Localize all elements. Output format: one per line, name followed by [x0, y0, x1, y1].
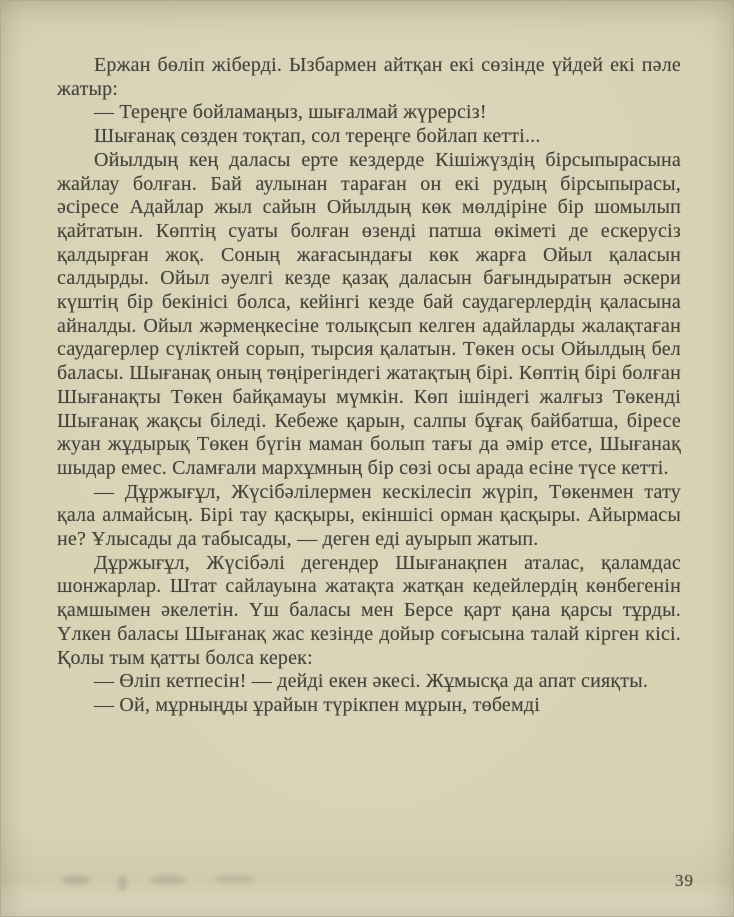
paragraph: Ержан бөліп жіберді. Ызбармен айтқан екі сөзінде үйдей екі пәле жатыр:: [57, 54, 681, 100]
paragraph: Шығанақ сөзден тоқтап, сол тереңге бойлап кетті...: [94, 125, 541, 148]
page-number: 39: [675, 871, 694, 890]
scan-smudge: [150, 875, 186, 885]
paragraph: — Тереңге бойламаңыз, шығалмай жүрерсіз!: [94, 101, 487, 124]
paragraph: — Өліп кетпесін! — дейді екен әкесі. Жұмысқа да апат сияқты.: [94, 670, 649, 693]
paragraph: — Дұржығұл, Жүсібәлілермен кескілесіп жүріп, Төкенмен тату қала алмайсың. Бірі тау қасқыры, екіншісі орман қасқыры. Айырмасы не? Ұлысады да табысады, — деген еді ауырып жатып.: [57, 480, 681, 551]
scan-smudge: [118, 875, 127, 891]
paragraph: Дұржығұл, Жүсібәлі дегендер Шығанақпен аталас, қаламдас шонжарлар. Штат сайлауына жатақта жатқан кедейлердің көнбегенін қамшымен әкелетін. Үш баласы мен Берсе қарт қана қарсы тұрды. Үлкен баласы Шығанақ жас кезінде дойыр соғысына талай кірген кісі. Қолы тым қатты болса керек:: [57, 551, 681, 669]
paragraph: — Ой, мұрныңды ұрайын түрікпен мұрын, төбемді: [94, 693, 540, 716]
page-text-block: [57, 54, 681, 718]
scan-smudge: [214, 875, 256, 883]
scan-smudge: [62, 875, 90, 885]
paragraph: Ойылдың кең даласы ерте кездерде Кішіжүздің бірсыпырасына жайлау болған. Бай аулынан тараған он екі рудың бірсыпырасы, әсіресе Адайлар жыл сайын Ойылдың көк мөлдіріне бір шомылып қайтатын. Көптің суаты болған өзенді патша өкіметі де ескерусіз қалдырған жоқ. Соның жағасындағы көк жарға Ойыл қаласын салдырды. Ойыл әуелгі кезде қазақ даласын бағындыратын әскери күштің бір бекінісі болса, кейінгі кезде бай саудагерлердің қаласына айналды. Ойыл жәрмеңкесіне толықсып келген адайларды жалақтаған саудагерлер сүліктей сорып, тырсия қалатын. Төкен осы Ойылдың бел баласы. Шығанақ оның төңірегіндегі жатақтың бірі. Көптің бірі болған Шығанақты Төкен байқамауы мүмкін. Көп ішіндегі жалғыз Төкенді Шығанақ жақсы біледі. Кебеже қарын, салпы бұғақ байбатша, біресе жуан жұдырық Төкен бүгін маман болып тағы да әмір етсе, Шығанақ шыдар емес. Сламғали мархұмның бір сөзі осы арада есіне түсе кетті.: [57, 148, 681, 479]
